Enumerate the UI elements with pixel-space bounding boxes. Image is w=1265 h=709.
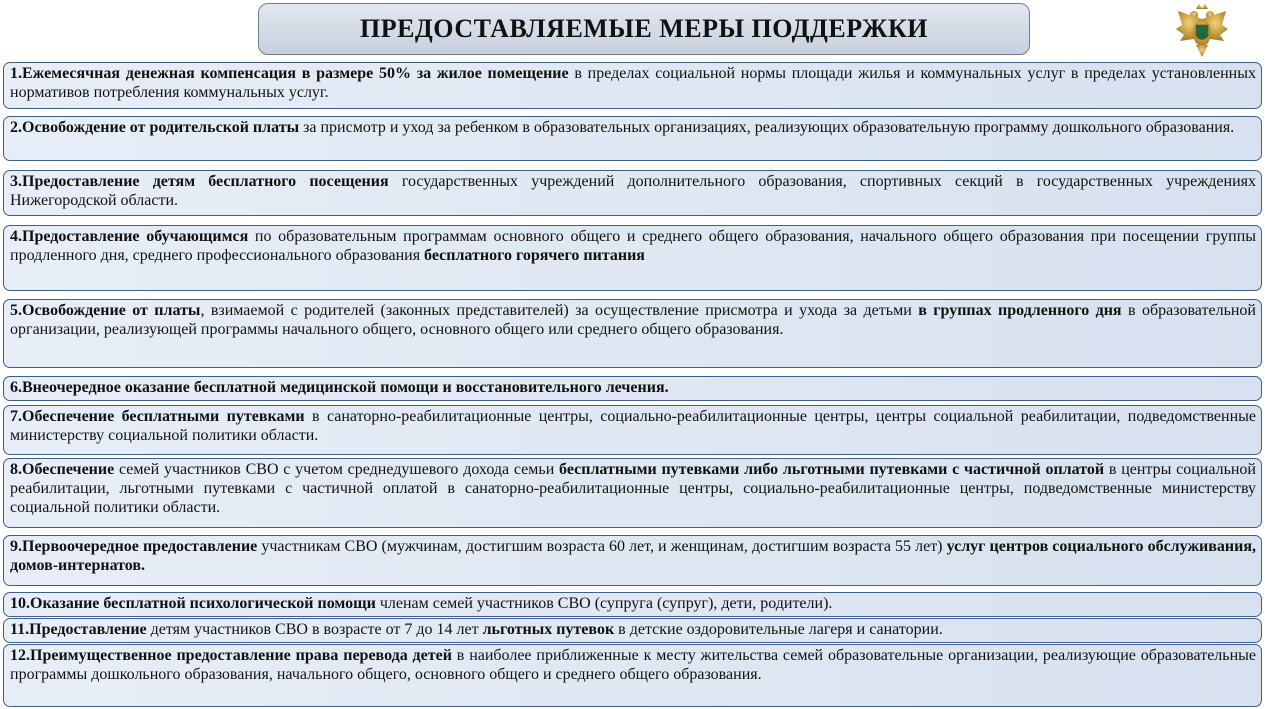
measure-text: в образовательной организации, реализующей программы начального общего, основного общего или среднего общего образования. — [10, 302, 1256, 338]
support-measure-9 — [3, 535, 1262, 586]
support-measure-4 — [3, 225, 1262, 291]
measure-text: за присмотр и уход за ребенком в образовательных организациях, реализующих образовательную программу дошкольного образования. — [299, 119, 1235, 136]
support-measure-12 — [3, 644, 1262, 707]
support-measure-1 — [3, 62, 1262, 109]
support-measure-6 — [3, 376, 1262, 401]
measure-text: в санаторно-реабилитационные центры, социально-реабилитационные центры, центры социальной реабилитации, подведомственные министерству социальной политики области. — [10, 408, 1256, 444]
measure-text: в детские оздоровительные лагеря и санатории. — [614, 621, 943, 638]
measure-text: членам семей участников СВО (супруга (супруг), дети, родители). — [375, 595, 833, 612]
measure-highlight-text: 7.Обеспечение бесплатными путевками — [10, 408, 305, 425]
measure-highlight-text: льготных путевок — [482, 621, 615, 638]
measure-text: участникам СВО (мужчинам, достигшим возраста 60 лет, и женщинам, достигшим возраста 55 лет) — [257, 538, 947, 555]
support-measure-3 — [3, 170, 1262, 216]
measure-highlight-text: бесплатного горячего питания — [424, 247, 645, 264]
measure-text: семей участников СВО с учетом среднедушевого дохода семьи — [114, 461, 560, 478]
support-measure-11 — [3, 618, 1262, 643]
support-measures-list — [3, 62, 1262, 707]
measure-text: в наиболее приближенные к месту жительства семей образовательные организации, реализующие образовательные программы дошкольного образования, начального общего, основного общего и среднего общего образования. — [10, 647, 1257, 683]
support-measure-5 — [3, 299, 1262, 368]
measure-highlight-text: 10.Оказание бесплатной психологической помощи — [10, 595, 376, 612]
measure-highlight-text: 9.Первоочередное предоставление — [10, 538, 258, 555]
measure-highlight-text: 6.Внеочередное оказание бесплатной медицинской помощи и восстановительного лечения. — [10, 379, 669, 396]
measure-highlight-text: 12.Преимущественное предоставление права перевода детей — [10, 647, 452, 664]
page-title: ПРЕДОСТАВЛЯЕМЫЕ МЕРЫ ПОДДЕРЖКИ — [359, 14, 929, 43]
title-banner — [258, 3, 1030, 55]
support-measure-8 — [3, 458, 1262, 528]
measure-text: государственных учреждений дополнительного образования, спортивных секций в государственных учреждениях Нижегородской области. — [10, 173, 1256, 209]
support-measure-2 — [3, 116, 1262, 161]
measure-highlight-text: в группах продленного дня — [918, 302, 1122, 319]
eagle-emblem-icon — [1172, 3, 1232, 59]
support-measure-7 — [3, 405, 1262, 455]
measure-text: по образовательным программам основного общего и среднего общего образования, начального общего образования при посещении группы продленного дня, среднего профессионального образования — [10, 228, 1257, 264]
measure-text: в пределах социальной нормы площади жилья и коммунальных услуг в пределах установленных нормативов потребления коммунальных услуг. — [10, 65, 1256, 101]
support-measure-10 — [3, 592, 1262, 617]
measure-text: детям участников СВО в возрасте от 7 до 14 лет — [146, 621, 483, 638]
measure-highlight-text: 2.Освобождение от родительской платы — [10, 119, 300, 136]
measure-highlight-text: 5.Освобождение от платы — [10, 302, 201, 319]
measure-text: , взимаемой с родителей (законных представителей) за осуществление присмотра и ухода за детьми — [200, 302, 919, 319]
measure-highlight-text: 4.Предоставление обучающимся — [10, 228, 249, 245]
measure-highlight-text: 8.Обеспечение — [10, 461, 115, 478]
measure-highlight-text: услуг центров социального обслуживания, домов-интернатов. — [10, 538, 1257, 574]
measure-highlight-text: 3.Предоставление детям бесплатного посещения — [10, 173, 389, 190]
measure-highlight-text: 11.Предоставление — [10, 621, 147, 638]
measure-text: в центры социальной реабилитации, льготными путевками с частичной оплатой в санаторно-реабилитационные центры, социально-реабилитационные центры, подведомственные министерству социальной политики области. — [10, 461, 1256, 516]
measure-highlight-text: 1.Ежемесячная денежная компенсация в размере 50% за жилое помещение — [10, 65, 569, 82]
measure-highlight-text: бесплатными путевками либо льготными путевками с частичной оплатой — [559, 461, 1105, 478]
